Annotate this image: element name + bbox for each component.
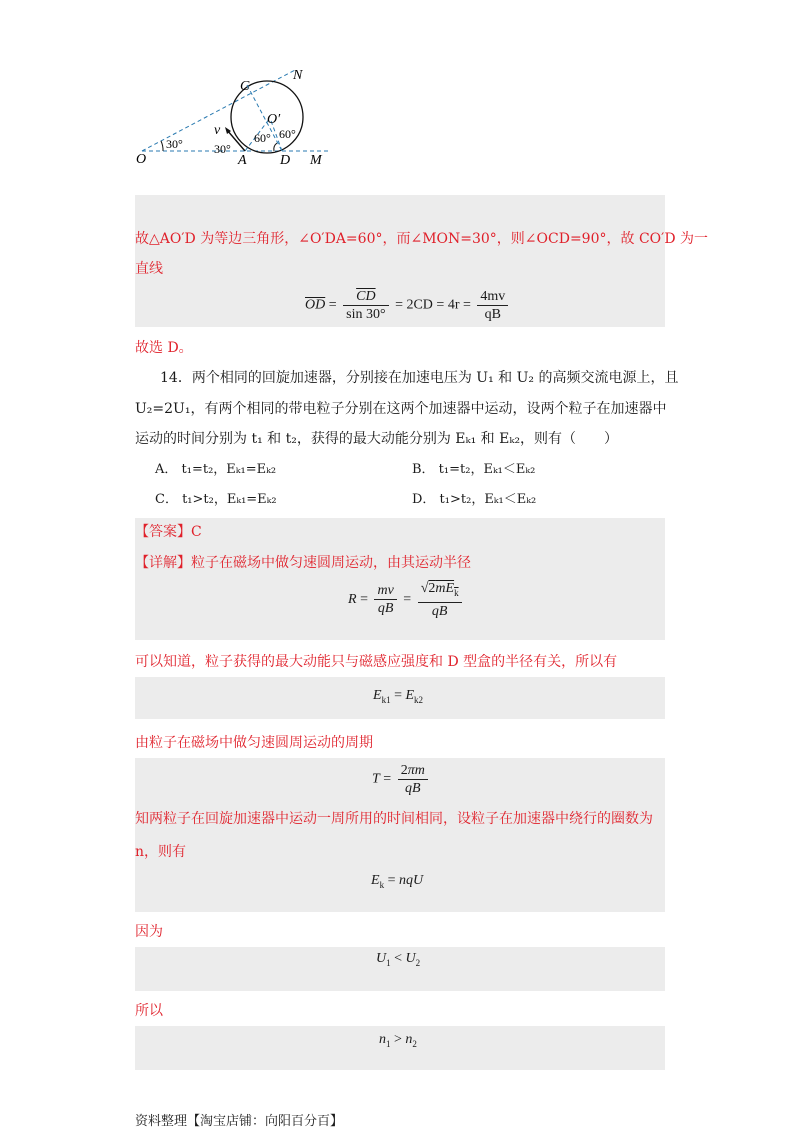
question-line-2: U₂=2U₁，有两个相同的带电粒子分别在这两个加速器中运动，设两个粒子在加速器中 bbox=[135, 401, 667, 417]
text-same-1: 知两粒子在回旋加速器中运动一周所用的时间相同，设粒子在加速器中绕行的圈数为 bbox=[135, 811, 653, 827]
question-line-3: 运动的时间分别为 t₁ 和 t₂，获得的最大动能分别为 Eₖ₁ 和 Eₖ₂，则有（ ） bbox=[135, 431, 619, 447]
label-M: M bbox=[310, 153, 322, 168]
answer-value: C bbox=[191, 524, 202, 540]
label-C: C bbox=[240, 79, 250, 94]
label-Oprime: O′ bbox=[267, 112, 281, 127]
equation-t: T = $\frac{2\pi m}{qB}$ bbox=[372, 762, 431, 797]
label-angle60-a: 60° bbox=[254, 131, 271, 145]
answer-box bbox=[135, 518, 665, 640]
text-know: 可以知道，粒子获得的最大动能只与磁感应强度和 D 型盒的半径有关，所以有 bbox=[135, 654, 618, 670]
equation-r: R = $\frac{mv}{qB}$ = $\frac{√2mE_k}{qB}$ bbox=[348, 580, 465, 620]
answer-line: 【答案】C bbox=[135, 524, 202, 540]
arc-30-O bbox=[161, 141, 163, 151]
label-angle60-b: 60° bbox=[279, 127, 296, 141]
label-O: O bbox=[136, 152, 147, 167]
text-because: 因为 bbox=[135, 924, 163, 940]
question-line-1: 14．两个相同的回旋加速器，分别接在加速电压为 U₁ 和 U₂ 的高频交流电源上，且 bbox=[160, 370, 679, 386]
option-B[interactable]: B． t₁=t₂，Eₖ₁＜Eₖ₂ bbox=[412, 462, 536, 477]
text-period: 由粒子在磁场中做匀速圆周运动的周期 bbox=[135, 735, 373, 751]
equation-nqu: $E_k$ = nqU bbox=[371, 873, 424, 890]
solution-line-1: 故△AO′D 为等边三角形，∠O′DA=60°，而∠MON=30°，则∠OCD=90°，故 CO′D 为一 bbox=[135, 231, 708, 247]
solution-conclusion: 故选 D。 bbox=[135, 340, 193, 356]
detail-line: 【详解】粒子在磁场中做匀速圆周运动，由其运动半径 bbox=[135, 555, 471, 571]
solution-line-2: 直线 bbox=[135, 261, 163, 277]
option-D[interactable]: D． t₁>t₂，Eₖ₁＜Eₖ₂ bbox=[412, 492, 537, 507]
option-C[interactable]: C． t₁>t₂，Eₖ₁=Eₖ₂ bbox=[155, 492, 277, 507]
arc-60-D bbox=[274, 143, 277, 151]
text-so: 所以 bbox=[135, 1003, 163, 1019]
label-angle30-A: 30° bbox=[214, 142, 231, 156]
label-N: N bbox=[293, 68, 303, 83]
label-v: v bbox=[214, 123, 221, 138]
label-A: A bbox=[238, 153, 247, 168]
equation-n: $n_1 > n_2$ bbox=[379, 1032, 417, 1049]
text-same-2: n，则有 bbox=[135, 844, 187, 860]
line-ON bbox=[142, 70, 295, 151]
equation-u: $U_1 < U_2$ bbox=[376, 951, 421, 968]
geometry-figure bbox=[130, 60, 350, 175]
label-D: D bbox=[280, 153, 291, 168]
equation-ek: $E_{k1} = E_{k2}$ bbox=[373, 688, 424, 705]
label-angle30-O: 30° bbox=[166, 137, 183, 151]
option-A[interactable]: A． t₁=t₂，Eₖ₁=Eₖ₂ bbox=[155, 462, 277, 477]
footer-note: 资料整理【淘宝店铺：向阳百分百】 bbox=[135, 1114, 344, 1129]
equation-od: $\overline{OD}$ = $\frac{\overline{CD}}{\sin 30^\circ}$ = 2CD = 4r = $\frac{4mv}{qB}$ bbox=[305, 288, 511, 323]
